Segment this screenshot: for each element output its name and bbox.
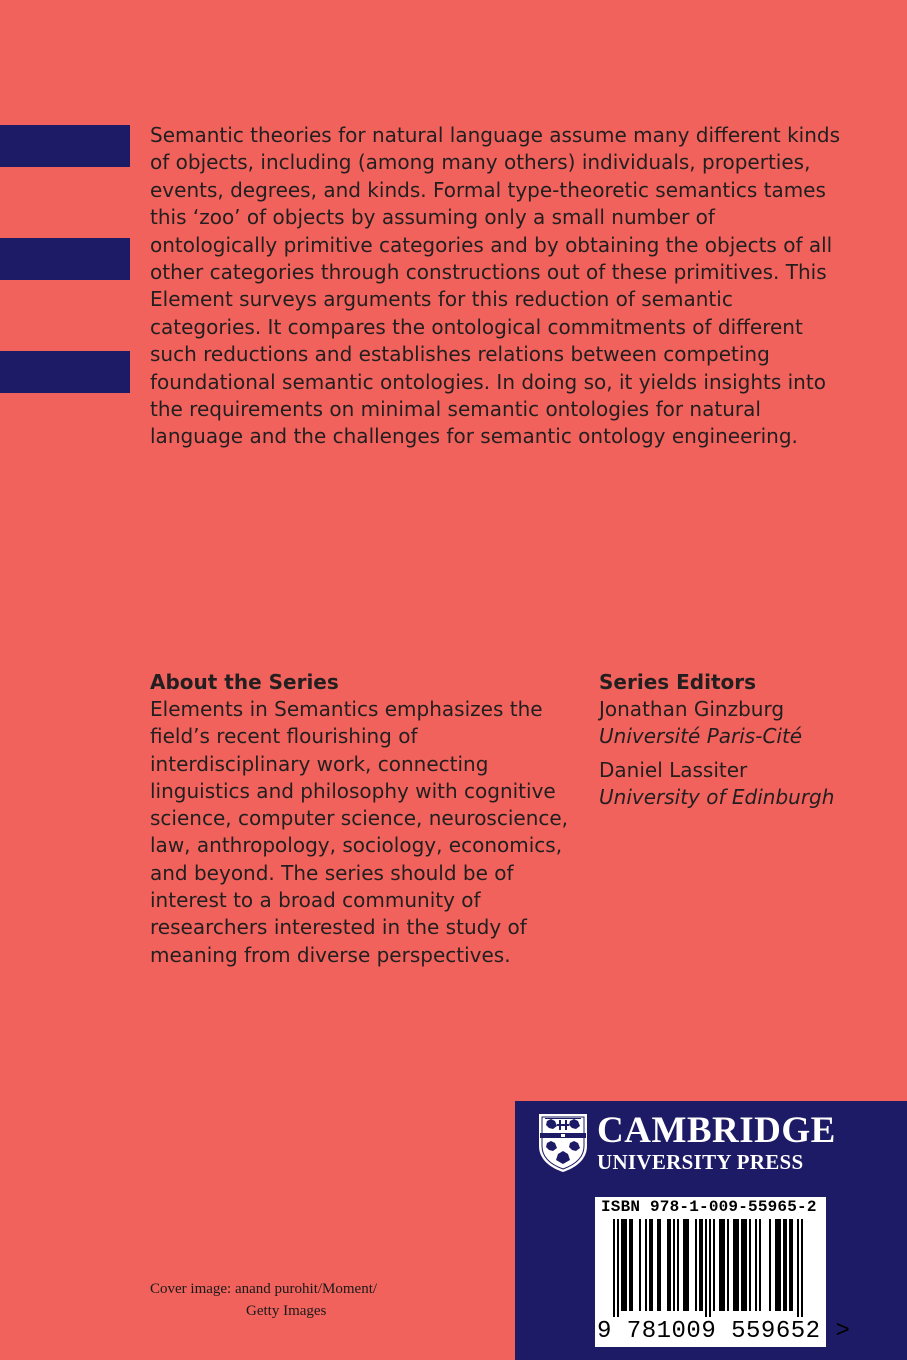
accent-bar-1	[0, 125, 130, 167]
series-editors	[599, 668, 859, 817]
barcode-bar	[791, 1219, 793, 1311]
credit-line-2: Getty Images	[246, 1303, 327, 1319]
barcode-digits: 9 781009 559652 >	[597, 1318, 851, 1345]
about-text: Elements in Semantics emphasizes the field’s recent flourishing of interdisciplinary work, connecting linguistics and philosophy with cognitive science, computer science, neuroscience, law, anthropology, sociology, economics, and beyond. The series should be of interest to a broad community of researchers interested in the study of meaning from diverse perspectives.	[150, 697, 569, 967]
barcode-bar	[785, 1219, 787, 1311]
barcode-bar	[749, 1219, 751, 1311]
barcode-bar	[625, 1219, 627, 1311]
barcode-bar	[735, 1219, 737, 1311]
cambridge-shield-icon	[537, 1112, 589, 1174]
barcode-bar	[651, 1219, 653, 1311]
barcode-bars	[595, 1217, 826, 1317]
barcode-bar	[719, 1219, 721, 1311]
barcode-bar	[649, 1219, 651, 1311]
barcode-bar	[667, 1219, 669, 1311]
barcode-bar	[783, 1219, 785, 1311]
barcode-bar	[789, 1219, 791, 1311]
barcode-bar	[723, 1219, 725, 1311]
editor-affiliation: University of Edinburgh	[599, 784, 835, 809]
barcode-bar	[737, 1219, 739, 1311]
barcode-bar	[713, 1219, 715, 1311]
barcode-bar	[645, 1219, 647, 1311]
barcode-bar	[669, 1219, 671, 1311]
barcode-bar	[657, 1219, 659, 1311]
barcode-bar	[759, 1219, 761, 1311]
barcode-bar	[801, 1219, 803, 1317]
barcode-bar	[741, 1219, 743, 1311]
publisher-name-line-1: CAMBRIDGE	[597, 1110, 836, 1151]
barcode-bar	[617, 1219, 619, 1317]
barcode-bar	[745, 1219, 747, 1311]
publisher-panel	[515, 1101, 907, 1360]
barcode-bar	[687, 1219, 689, 1311]
editor-name: Daniel Lassiter	[599, 757, 748, 782]
barcode-bar	[775, 1219, 777, 1311]
barcode-bar	[797, 1219, 799, 1317]
barcode-bar	[727, 1219, 729, 1311]
editor-affiliation: Université Paris-Cité	[599, 724, 803, 749]
editor-name: Jonathan Ginzburg	[599, 697, 785, 721]
barcode-bar	[705, 1219, 707, 1317]
barcode-bar	[613, 1219, 615, 1317]
barcode-bar	[677, 1219, 679, 1311]
publisher-logo	[537, 1112, 907, 1176]
barcode-bar	[623, 1219, 625, 1311]
barcode-bar	[709, 1219, 711, 1317]
barcode-bar	[629, 1219, 631, 1311]
barcode-bar	[769, 1219, 771, 1311]
barcode-bar	[779, 1219, 781, 1311]
accent-bar-2	[0, 238, 130, 280]
barcode-bar	[701, 1219, 703, 1311]
editor-entry	[599, 757, 859, 812]
barcode-bar	[673, 1219, 675, 1311]
barcode-bar	[659, 1219, 661, 1311]
barcode-bar	[721, 1219, 723, 1311]
barcode-bar	[621, 1219, 623, 1311]
barcode-bar	[777, 1219, 779, 1311]
editors-heading: Series Editors	[599, 670, 757, 694]
barcode-bar	[733, 1219, 735, 1311]
about-heading: About the Series	[150, 670, 339, 694]
barcode-bar	[631, 1219, 633, 1311]
publisher-name	[597, 1112, 836, 1174]
publisher-name-line-2: UNIVERSITY PRESS	[597, 1150, 804, 1174]
barcode-bar	[683, 1219, 685, 1311]
editor-entry	[599, 696, 859, 751]
barcode-bar	[699, 1219, 701, 1311]
barcode-bar	[685, 1219, 687, 1311]
accent-bar-3	[0, 351, 130, 393]
book-description: Semantic theories for natural language assume many different kinds of objects, including (among many others) individuals, properties, events, degrees, and kinds. Formal type-theoretic semantics tames this ‘zoo’ of objects by assuming only a small number of ontologically primitive categories and by obtaining the objects of all other categories through constructions out of these primitives. This Element surveys arguments for this reduction of semantic categories. It compares the ontological commitments of different such reductions and establishes relations between competing foundational semantic ontologies. In doing so, it yields insights into the requirements on minimal semantic ontologies for natural language and the challenges for semantic ontology engineering.	[150, 123, 841, 449]
cover-image-credit	[150, 1278, 420, 1322]
isbn-label: ISBN 978-1-009-55965-2	[601, 1198, 817, 1216]
barcode-bar	[755, 1219, 757, 1311]
barcode-bar	[639, 1219, 641, 1311]
about-the-series	[150, 668, 570, 969]
barcode-bar	[695, 1219, 697, 1311]
isbn-barcode	[595, 1197, 851, 1347]
barcode-bar	[743, 1219, 745, 1311]
credit-line-1: Cover image: anand purohit/Moment/	[150, 1281, 378, 1297]
